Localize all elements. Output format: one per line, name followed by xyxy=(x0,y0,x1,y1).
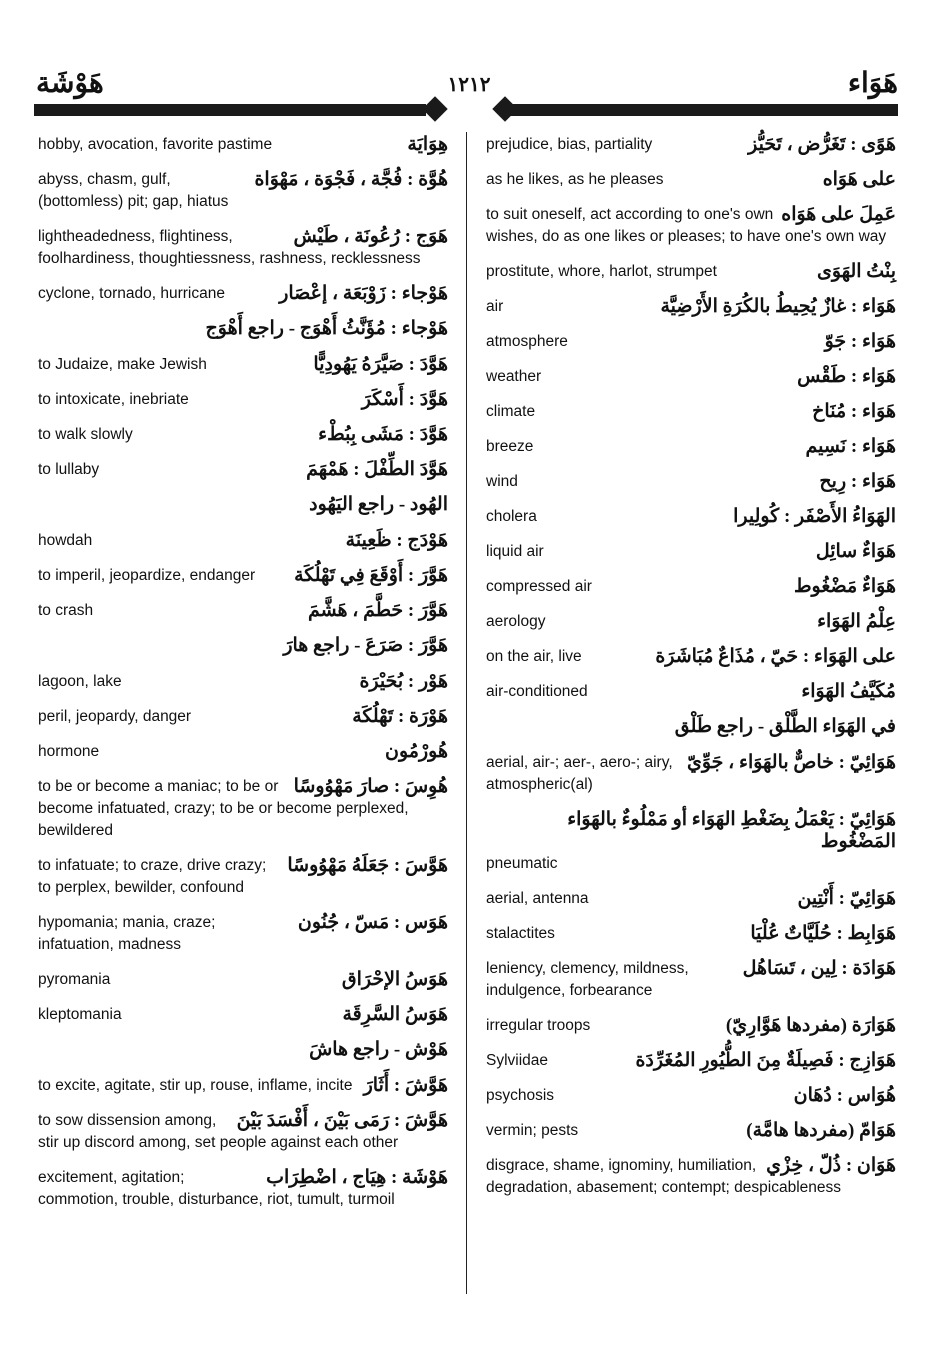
dictionary-entry xyxy=(38,424,448,446)
arabic-headword: الهُود - راجع اليَهُود xyxy=(309,494,448,515)
arabic-headword: الهَوَاءُ الأَصْفَر : كُولِيرا xyxy=(733,506,896,527)
arabic-headword: هَوْدَج : ظَعِينَة xyxy=(345,530,448,551)
english-definition: kleptomania xyxy=(38,1006,122,1023)
rule-ornament-left xyxy=(422,96,447,121)
english-definition: compressed air xyxy=(486,578,592,595)
arabic-headword: هَوْش - راجع هاشَ xyxy=(309,1039,448,1060)
dictionary-entry xyxy=(38,706,448,728)
arabic-headword: هَوَاءٌ مَضْغُوط xyxy=(793,576,896,597)
arabic-headword: هَوَاءٌ سائِل xyxy=(815,541,896,562)
arabic-headword: هَوَّشَ : أَثَارَ xyxy=(363,1075,448,1096)
english-definition: air-conditioned xyxy=(486,683,588,700)
arabic-headword: هَوَسُ السَّرِقَة xyxy=(342,1004,448,1025)
dictionary-entry xyxy=(38,134,448,156)
dictionary-entry xyxy=(486,366,896,388)
dictionary-entry xyxy=(38,283,448,305)
english-definition: irregular troops xyxy=(486,1017,591,1034)
arabic-headword: هَوَسُ الإحْرَاق xyxy=(341,969,448,990)
arabic-headword: هَوَّدَ : صَيَّرَهُ يَهُودِيًّا xyxy=(313,354,448,375)
english-definition: lagoon, lake xyxy=(38,673,122,690)
dictionary-entry xyxy=(486,331,896,353)
dictionary-entry xyxy=(38,565,448,587)
english-definition: howdah xyxy=(38,532,93,549)
dictionary-entry xyxy=(38,1110,448,1154)
arabic-headword: هَوَان : ذُلّ ، خِزْي xyxy=(766,1155,896,1176)
arabic-headword: هَوَاء : مُنَاخ xyxy=(812,401,896,422)
arabic-headword: هَوْشَة : هِيَاج ، اضْطِرَاب xyxy=(266,1167,448,1188)
dictionary-entry xyxy=(486,204,896,248)
arabic-headword: هَوَّدَ الطِّفْلَ : هَمْهَمَ xyxy=(306,459,448,480)
arabic-headword: عَمِلَ على هَوَاه xyxy=(781,204,896,225)
english-definition: prostitute, whore, harlot, strumpet xyxy=(486,263,717,280)
english-definition: breeze xyxy=(486,438,534,455)
dictionary-entry xyxy=(38,741,448,763)
english-definition: pneumatic xyxy=(486,855,558,872)
arabic-headword: هَوَاء : جَوّ xyxy=(824,331,896,352)
dictionary-entry xyxy=(486,261,896,283)
arabic-headword: هَوَادَة : لِين ، تَسَاهُل xyxy=(742,958,896,979)
arabic-headword: هَوَاء : نَسِيم xyxy=(805,436,896,457)
english-definition: air xyxy=(486,298,504,315)
arabic-headword: هُورْمُون xyxy=(385,741,448,762)
arabic-headword: هَوَاء : رِيح xyxy=(819,471,896,492)
dictionary-entry xyxy=(486,576,896,598)
arabic-headword: هِوَايَة xyxy=(407,134,448,155)
dictionary-entry xyxy=(486,923,896,945)
arabic-headword: هَوَّسَ : جَعَلَهُ مَهْوُوسًا xyxy=(287,855,448,876)
arabic-headword: عِلْمُ الهَوَاء xyxy=(817,611,896,632)
dictionary-entry xyxy=(38,776,448,842)
english-definition: to intoxicate, inebriate xyxy=(38,391,189,408)
right-column xyxy=(486,134,896,1212)
dictionary-entry xyxy=(486,1015,896,1037)
dictionary-entry xyxy=(38,318,448,341)
dictionary-entry xyxy=(38,389,448,411)
dictionary-entry xyxy=(486,716,896,739)
dictionary-entry xyxy=(486,611,896,633)
arabic-headword: هَوًى : تَغَرُّض ، تَحَيُّز xyxy=(748,134,896,155)
arabic-headword: هَوَائِيّ : أَنْتِين xyxy=(797,888,896,909)
page-number: ١٢١٢ xyxy=(447,74,491,96)
arabic-headword: هَوَارَة (مفردها هَوَّارِيّ) xyxy=(725,1015,896,1036)
english-definition: excitement, agitation; commotion, trouble, disturbance, riot, tumult, turmoil xyxy=(38,1169,395,1208)
english-definition: aerial, antenna xyxy=(486,890,589,907)
english-definition: liquid air xyxy=(486,543,544,560)
dictionary-entry xyxy=(38,600,448,622)
english-definition: abyss, chasm, gulf, (bottomless) pit; gap, hiatus xyxy=(38,171,229,210)
dictionary-entry xyxy=(486,958,896,1002)
arabic-headword: هَوَج : رُعُونَة ، طَيْش xyxy=(293,226,448,247)
dictionary-entry xyxy=(486,1120,896,1142)
dictionary-entry xyxy=(38,912,448,956)
english-definition: as he likes, as he pleases xyxy=(486,171,664,188)
english-definition: lightheadedness, flightiness, foolhardiness, thoughtiessness, rashness, recklessness xyxy=(38,228,421,267)
arabic-headword: هَوَائِيّ : خاصٌّ بالهَوَاء ، جَوِّيّ xyxy=(686,752,896,773)
left-column xyxy=(38,134,448,1224)
dictionary-entry xyxy=(486,541,896,563)
arabic-headword: هَوَاء : طَقْس xyxy=(797,366,896,387)
english-definition: to crash xyxy=(38,602,94,619)
dictionary-entry xyxy=(38,671,448,693)
arabic-headword: هَوَّشَ : رَمَى بَيْنَ ، أَفْسَدَ بَيْنَ xyxy=(236,1110,448,1131)
english-definition: psychosis xyxy=(486,1087,555,1104)
dictionary-entry xyxy=(486,506,896,528)
english-definition: leniency, clemency, mildness, indulgence, forbearance xyxy=(486,960,689,999)
english-definition: vermin; pests xyxy=(486,1122,579,1139)
english-definition: cholera xyxy=(486,508,537,525)
dictionary-entry xyxy=(38,635,448,658)
english-definition: to be or become a maniac; to be or become infatuated, crazy; to be or become perplexed, bewildered xyxy=(38,778,409,839)
dictionary-entry xyxy=(38,1075,448,1097)
dictionary-entry xyxy=(486,169,896,191)
english-definition: pyromania xyxy=(38,971,111,988)
dictionary-entry xyxy=(486,1050,896,1072)
english-definition: climate xyxy=(486,403,536,420)
english-definition: to Judaize, make Jewish xyxy=(38,356,207,373)
arabic-headword: هَوَّرَ : أَوْقَعَ فِي تَهْلُكَة xyxy=(294,565,448,586)
dictionary-entry xyxy=(486,471,896,493)
arabic-headword: بِنْتُ الهَوَى xyxy=(817,261,896,282)
english-definition: aerial, air-; aer-, aero-; airy, atmospheric(al) xyxy=(486,754,673,793)
arabic-headword: هَوَّدَ : أَسْكَرَ xyxy=(361,389,448,410)
dictionary-entry xyxy=(38,169,448,213)
dictionary-entry xyxy=(486,1085,896,1107)
dictionary-entry xyxy=(486,401,896,423)
english-definition: peril, jeopardy, danger xyxy=(38,708,192,725)
english-definition: to infatuate; to craze, drive crazy; to perplex, bewilder, confound xyxy=(38,857,267,896)
english-definition: weather xyxy=(486,368,542,385)
dictionary-entry xyxy=(486,681,896,703)
arabic-headword: في الهَوَاء الطَّلْق - راجع طَلْق xyxy=(674,716,896,737)
arabic-headword: هُوَاس : دُهَان xyxy=(793,1085,896,1106)
running-head-right: هَوَاء xyxy=(847,68,898,99)
arabic-headword: هُوَّة : فُجَّة ، فَجْوَة ، مَهْوَاة xyxy=(254,169,448,190)
dictionary-entry xyxy=(38,1167,448,1211)
english-definition: hypomania; mania, craze; infatuation, madness xyxy=(38,914,216,953)
english-definition: aerology xyxy=(486,613,546,630)
dictionary-entry xyxy=(38,969,448,991)
dictionary-entry xyxy=(486,1155,896,1199)
running-head-left: هَوْشَة xyxy=(36,68,104,99)
english-definition: stalactites xyxy=(486,925,555,942)
english-definition: on the air, live xyxy=(486,648,582,665)
dictionary-entry xyxy=(38,354,448,376)
dictionary-entry xyxy=(486,752,896,796)
arabic-headword: هَوْجاء : زَوْبَعَة ، إعْصَار xyxy=(279,283,448,304)
arabic-headword: هَوَاء : غازٌ يُحِيطُ بالكُرَةِ الأَرْضِيَّة xyxy=(660,296,896,317)
english-definition: to excite, agitate, stir up, rouse, inflame, incite xyxy=(38,1077,353,1094)
dictionary-entry xyxy=(38,1039,448,1062)
dictionary-entry xyxy=(38,1004,448,1026)
arabic-headword: على الهَوَاء : حَيّ ، مُذَاعٌ مُبَاشَرَة xyxy=(655,646,896,667)
column-divider xyxy=(466,132,467,1294)
english-definition: to imperil, jeopardize, endanger xyxy=(38,567,256,584)
english-definition: to walk slowly xyxy=(38,426,133,443)
header-rule-left xyxy=(34,104,426,116)
arabic-headword: هَوَازِج : فَصِيلَةٌ مِنَ الطُّيُورِ المُغَرِّدَة xyxy=(635,1050,896,1071)
arabic-headword: هَوَّرَ : صَرَعَ - راجع هارَ xyxy=(283,635,448,656)
arabic-headword: هَوْرَة : تَهْلُكَة xyxy=(352,706,448,727)
arabic-headword: هَوَّرَ : حَطَّمَ ، هَشَّمَ xyxy=(307,600,448,621)
arabic-headword: هَوَّدَ : مَشَى بِبُطْء xyxy=(318,424,448,445)
english-definition: disgrace, shame, ignominy, humiliation, degradation, abasement; contempt; despicableness xyxy=(486,1157,842,1196)
arabic-headword: هَوَس : مَسّ ، جُنُون xyxy=(297,912,448,933)
arabic-headword: هُوِسَ : صارَ مَهْوُوسًا xyxy=(293,776,448,797)
dictionary-entry xyxy=(38,494,448,517)
dictionary-entry xyxy=(38,226,448,270)
arabic-headword: هَوَائِيّ : يَعْمَلُ بِضَغْطِ الهَوَاء أو مَمْلُوءٌ بالهَوَاء المَضْغُوط xyxy=(567,809,896,852)
arabic-headword: مُكَيَّفُ الهَوَاء xyxy=(801,681,896,702)
arabic-headword: هَوَابِط : حُلَيَّاتٌ عُلْيَا xyxy=(750,923,896,944)
dictionary-entry xyxy=(486,296,896,318)
dictionary-entry xyxy=(486,436,896,458)
dictionary-entry xyxy=(486,646,896,668)
dictionary-entry xyxy=(486,809,896,875)
dictionary-entry xyxy=(38,530,448,552)
dictionary-entry xyxy=(486,888,896,910)
english-definition: Sylviidae xyxy=(486,1052,549,1069)
english-definition: hormone xyxy=(38,743,100,760)
arabic-headword: على هَوَاه xyxy=(822,169,896,190)
arabic-headword: هَوَامّ (مفردها هامَّة) xyxy=(746,1120,896,1141)
english-definition: to sow dissension among, stir up discord among, set people against each other xyxy=(38,1112,399,1151)
english-definition: prejudice, bias, partiality xyxy=(486,136,653,153)
arabic-headword: هَوْر : بُحَيْرَة xyxy=(359,671,448,692)
arabic-headword: هَوْجاء : مُؤَنَّثُ أَهْوَج - راجع أَهْوَج xyxy=(205,318,448,339)
english-definition: wind xyxy=(486,473,518,490)
dictionary-entry xyxy=(486,134,896,156)
dictionary-entry xyxy=(38,459,448,481)
dictionary-entry xyxy=(38,855,448,899)
english-definition: cyclone, tornado, hurricane xyxy=(38,285,225,302)
english-definition: hobby, avocation, favorite pastime xyxy=(38,136,273,153)
english-definition: atmosphere xyxy=(486,333,568,350)
english-definition: to lullaby xyxy=(38,461,100,478)
english-definition: to suit oneself, act according to one's own wishes, do as one likes or pleases; to have one's own way xyxy=(486,206,887,245)
header-rule-right xyxy=(506,104,898,116)
